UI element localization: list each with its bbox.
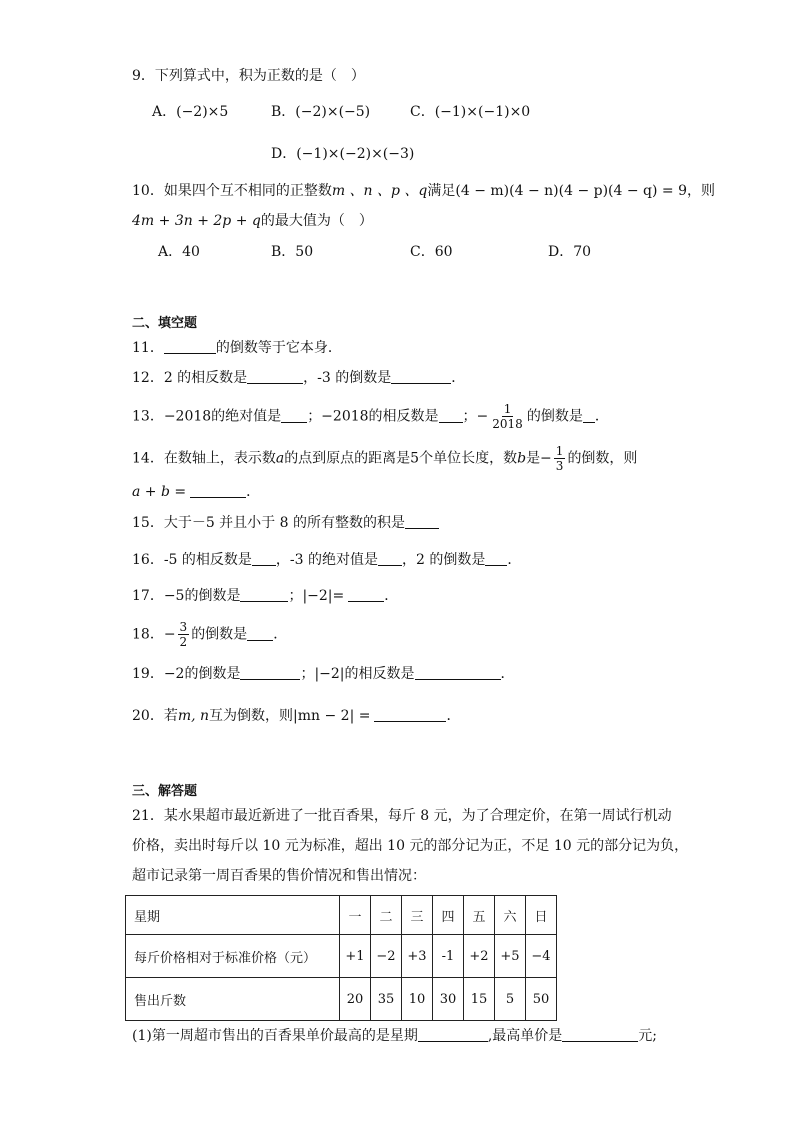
question-19: [132, 664, 515, 684]
q21-subquestion-1: [132, 1026, 657, 1046]
q10-stem-b: 满足(4 − m)(4 − n)(4 − p)(4 − q) = 9，则: [427, 183, 716, 199]
q12-part-b: ，-3 的倒数是: [303, 370, 392, 386]
question-9-stem: 9．下列算式中，积为正数的是（ ）: [132, 68, 365, 84]
q21-line1: 21．某水果超市最近新进了一批百香果，每斤 8 元，为了合理定价，在第一周试行机动: [132, 808, 672, 824]
q13-part-c: ；−: [462, 408, 489, 425]
table-cell: +3: [402, 935, 433, 978]
question-16: [132, 550, 521, 570]
q16-part-d: ．: [507, 552, 522, 568]
table-cell: 四: [433, 896, 464, 935]
q21-sub1-part-a: (1)第一周超市售出的百香果单价最高的是星期: [132, 1028, 418, 1044]
table-cell: 售出斤数: [126, 978, 340, 1021]
answer-blank[interactable]: [439, 408, 463, 423]
q11-num: 11．: [132, 340, 164, 356]
q14-var-b: b: [517, 450, 527, 467]
q14-part-b: 的点到原点的距离是5个单位长度，数: [284, 450, 518, 467]
q12-part-a: 12．2 的相反数是: [132, 370, 248, 386]
answer-blank[interactable]: [485, 551, 507, 566]
question-14: [132, 444, 637, 473]
q20-part-b: 互为倒数，则|mn − 2| =: [209, 708, 371, 724]
answer-blank[interactable]: [348, 587, 384, 602]
q14-part-a: 14．在数轴上，表示数: [132, 450, 276, 467]
q9-option-c: C．(−1)×(−1)×0: [410, 104, 531, 120]
table-cell: 30: [433, 978, 464, 1021]
q14-part-e: ．: [246, 484, 261, 500]
q14-line2-expr: a + b =: [132, 484, 187, 500]
q20-part-a: 20．若: [132, 708, 178, 724]
q14-fraction: $\frac{1}{3}$: [555, 444, 564, 473]
q18-fraction: $\frac{3}{2}$: [179, 620, 188, 649]
table-cell: 10: [402, 978, 433, 1021]
q14-var-a: a: [275, 450, 285, 467]
q10-option-c: C．60: [410, 244, 453, 260]
q13-part-a: 13．−2018的绝对值是: [132, 408, 282, 425]
q14-part-d: 的倒数，则: [567, 450, 638, 467]
q19-part-b: ；|−2|的相反数是: [300, 666, 415, 682]
q10-option-a: A．40: [158, 244, 200, 260]
question-10-stem: [132, 181, 715, 201]
table-cell: 15: [464, 978, 495, 1021]
q18-part-b: 的倒数是: [191, 626, 248, 643]
question-10-line2: [132, 211, 373, 231]
answer-blank[interactable]: [247, 369, 303, 384]
table-cell: −2: [371, 935, 402, 978]
table-cell: 50: [526, 978, 557, 1021]
section-3-title: 三、解答题: [132, 784, 198, 799]
sales-table: [125, 895, 557, 1021]
answer-blank[interactable]: [240, 665, 300, 680]
q18-part-c: ．: [273, 626, 288, 643]
answer-blank[interactable]: [247, 626, 273, 641]
table-cell: 六: [495, 896, 526, 935]
answer-blank[interactable]: [374, 707, 446, 722]
answer-blank[interactable]: [405, 514, 439, 529]
section-2-title: 二、填空题: [132, 316, 198, 331]
q9-option-a: A．(−2)×5: [152, 104, 229, 120]
table-cell: 每斤价格相对于标准价格（元）: [126, 935, 340, 978]
question-13: [132, 402, 609, 431]
question-15: [132, 513, 439, 533]
question-17: [132, 586, 398, 606]
table-cell: 星期: [126, 896, 340, 935]
table-cell: 三: [402, 896, 433, 935]
table-cell: 日: [526, 896, 557, 935]
table-row: [126, 896, 557, 935]
answer-blank[interactable]: [164, 339, 216, 354]
q18-part-a: 18．−: [132, 626, 176, 643]
question-11: [132, 338, 342, 358]
q11-tail: 的倒数等于它本身．: [215, 340, 342, 356]
q10-vars: m 、n 、p 、q: [331, 183, 428, 199]
q21-sub1-part-c: 元;: [638, 1028, 658, 1044]
answer-blank[interactable]: [391, 369, 451, 384]
table-cell: +1: [340, 935, 371, 978]
q14-part-c: 是−: [526, 450, 552, 467]
q9-option-d: D．(−1)×(−2)×(−3): [271, 146, 415, 162]
q9-option-b: B．(−2)×(−5): [271, 104, 371, 120]
table-cell: 二: [371, 896, 402, 935]
answer-blank[interactable]: [415, 665, 501, 680]
answer-blank[interactable]: [562, 1027, 638, 1042]
q17-part-a: 17．−5的倒数是: [132, 588, 241, 604]
q10-option-b: B．50: [271, 244, 314, 260]
answer-blank[interactable]: [378, 551, 402, 566]
table-cell: -1: [433, 935, 464, 978]
q10-line2-tail: 的最大值为（ ）: [260, 213, 373, 229]
answer-blank[interactable]: [583, 408, 595, 423]
q21-line3: 超市记录第一周百香果的售价情况和售出情况：: [132, 868, 426, 884]
q10-expression: 4m + 3n + 2p + q: [132, 213, 261, 229]
q10-stem-a: 10．如果四个互不相同的正整数: [132, 183, 332, 199]
q10-option-d: D．70: [548, 244, 592, 260]
q20-vars: m, n: [177, 708, 210, 724]
q13-part-b: ；−2018的相反数是: [307, 408, 439, 425]
q20-part-c: ．: [446, 708, 461, 724]
q21-sub1-part-b: ,最高单价是: [487, 1028, 563, 1044]
q17-part-b: ；|−2|=: [288, 588, 345, 604]
answer-blank[interactable]: [418, 1027, 488, 1042]
q16-part-c: ，2 的倒数是: [402, 552, 486, 568]
q13-part-d: 的倒数是: [526, 408, 583, 425]
q21-line2: 价格，卖出时每斤以 10 元为标准，超出 10 元的部分记为正，不足 10 元的部分记为负，: [132, 838, 689, 854]
question-20: [132, 706, 460, 726]
table-cell: 5: [495, 978, 526, 1021]
table-cell: 20: [340, 978, 371, 1021]
table-cell: 五: [464, 896, 495, 935]
q19-part-a: 19．−2的倒数是: [132, 666, 241, 682]
q15-text: 15．大于－5 并且小于 8 的所有整数的积是: [132, 515, 405, 531]
q13-fraction: $\frac{1}{2018}$: [492, 402, 523, 431]
question-12: [132, 368, 465, 388]
question-14-line2: [132, 482, 260, 502]
q19-part-c: ．: [500, 666, 515, 682]
table-cell: 35: [371, 978, 402, 1021]
answer-blank[interactable]: [281, 408, 307, 423]
table-cell: 一: [340, 896, 371, 935]
q17-part-c: ．: [384, 588, 399, 604]
answer-blank[interactable]: [190, 483, 246, 498]
table-row: [126, 935, 557, 978]
table-row: [126, 978, 557, 1021]
table-cell: +5: [495, 935, 526, 978]
answer-blank[interactable]: [240, 587, 288, 602]
question-18: [132, 620, 287, 649]
table-cell: −4: [526, 935, 557, 978]
q16-part-a: 16．-5 的相反数是: [132, 552, 252, 568]
answer-blank[interactable]: [252, 551, 276, 566]
q16-part-b: ，-3 的绝对值是: [275, 552, 378, 568]
q13-part-e: ．: [594, 408, 609, 425]
table-cell: +2: [464, 935, 495, 978]
q12-part-c: ．: [451, 370, 466, 386]
